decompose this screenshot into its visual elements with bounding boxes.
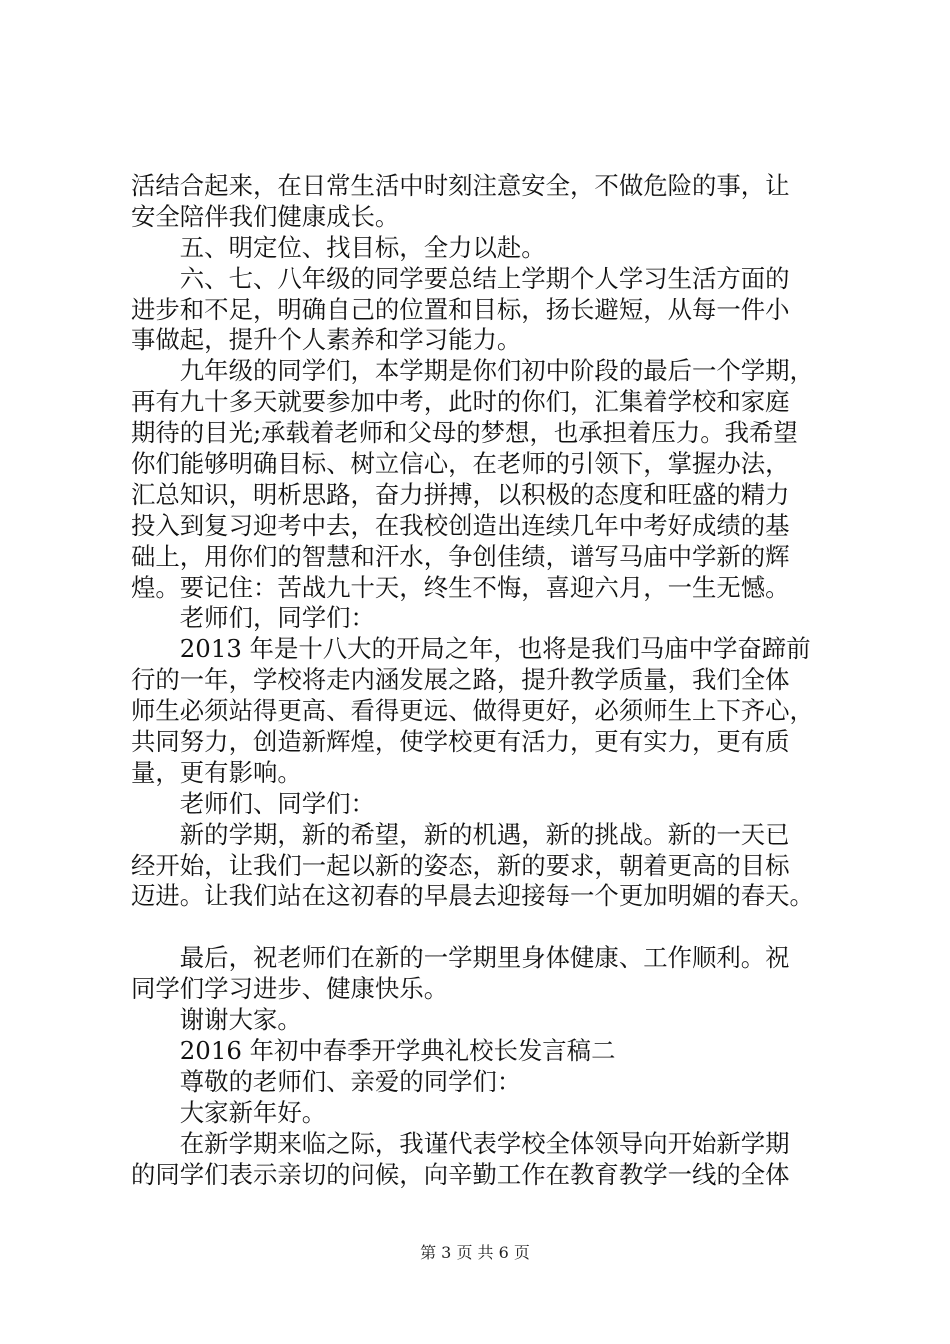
paragraph — [131, 1129, 856, 1191]
text-line: 进步和不足，明确自己的位置和目标，扬长避短，从每一件小 — [131, 294, 790, 324]
text-line: 迈进。让我们站在这初春的早晨去迎接每一个更加明媚的春天。 — [131, 881, 814, 911]
text-line: 投入到复习迎考中去，在我校创造出连续几年中考好成绩的基 — [131, 510, 790, 540]
text-line: 最后，祝老师们在新的一学期里身体健康、工作顺利。祝 — [131, 943, 790, 973]
text-line: 在新学期来临之际，我谨代表学校全体领导向开始新学期 — [131, 1128, 790, 1158]
text-line: 谢谢大家。 — [131, 1005, 302, 1035]
paragraph — [131, 356, 856, 603]
text-line: 安全陪伴我们健康成长。 — [131, 201, 400, 231]
page-footer: 第 3 页 共 6 页 — [420, 1243, 530, 1262]
text-line: 经开始，让我们一起以新的姿态，新的要求，朝着更高的目标 — [131, 850, 790, 880]
text-line: 期待的目光;承载着老师和父母的梦想，也承担着压力。我希望 — [131, 418, 798, 448]
paragraph — [131, 789, 856, 820]
paragraph — [131, 233, 856, 264]
paragraph — [131, 634, 856, 788]
text-line: 2013 年是十八大的开局之年，也将是我们马庙中学奋蹄前 — [131, 634, 811, 664]
document-body — [131, 171, 856, 1190]
paragraph — [131, 264, 856, 357]
text-line: 事做起，提升个人素养和学习能力。 — [131, 325, 522, 355]
text-line: 同学们学习进步、健康快乐。 — [131, 974, 449, 1004]
text-line: 煌。要记住：苦战九十天，终生不悔，喜迎六月，一生无憾。 — [131, 572, 790, 602]
text-line: 行的一年，学校将走内涵发展之路，提升教学质量，我们全体 — [131, 665, 790, 695]
paragraph — [131, 912, 856, 943]
text-line: 汇总知识，明析思路，奋力拼搏，以积极的态度和旺盛的精力 — [131, 479, 790, 509]
text-line: 新的学期，新的希望，新的机遇，新的挑战。新的一天已 — [131, 819, 790, 849]
text-line: 活结合起来，在日常生活中时刻注意安全，不做危险的事，让 — [131, 171, 790, 200]
text-line: 老师们、同学们： — [131, 788, 375, 818]
text-line: 老师们，同学们： — [131, 603, 375, 633]
text-line: 础上，用你们的智慧和汗水，争创佳绩，谱写马庙中学新的辉 — [131, 541, 790, 571]
text-line: 五、明定位、找目标，全力以赴。 — [131, 232, 546, 262]
text-line: 大家新年好。 — [131, 1097, 327, 1127]
text-line: 六、七、八年级的同学要总结上学期个人学习生活方面的 — [131, 263, 790, 293]
text-line: 共同努力，创造新辉煌，使学校更有活力，更有实力，更有质 — [131, 727, 790, 757]
paragraph — [131, 603, 856, 634]
text-line: 量，更有影响。 — [131, 757, 302, 787]
text-line: 师生必须站得更高、看得更远、做得更好，必须师生上下齐心， — [131, 696, 814, 726]
paragraph — [131, 1067, 856, 1098]
paragraph — [131, 1098, 856, 1129]
paragraph — [131, 171, 856, 233]
text-line: 尊敬的老师们、亲爱的同学们： — [131, 1066, 522, 1096]
text-line — [131, 912, 856, 943]
text-line: 九年级的同学们，本学期是你们初中阶段的最后一个学期， — [131, 356, 814, 386]
text-line: 你们能够明确目标、树立信心，在老师的引领下，掌握办法， — [131, 449, 790, 479]
paragraph — [131, 1036, 856, 1067]
text-line: 2016 年初中春季开学典礼校长发言稿二 — [131, 1035, 616, 1065]
paragraph — [131, 820, 856, 913]
text-line: 再有九十多天就要参加中考，此时的你们，汇集着学校和家庭 — [131, 387, 790, 417]
paragraph — [131, 1005, 856, 1036]
text-line: 的同学们表示亲切的问候，向辛勤工作在教育教学一线的全体 — [131, 1159, 790, 1189]
paragraph — [131, 943, 856, 1005]
